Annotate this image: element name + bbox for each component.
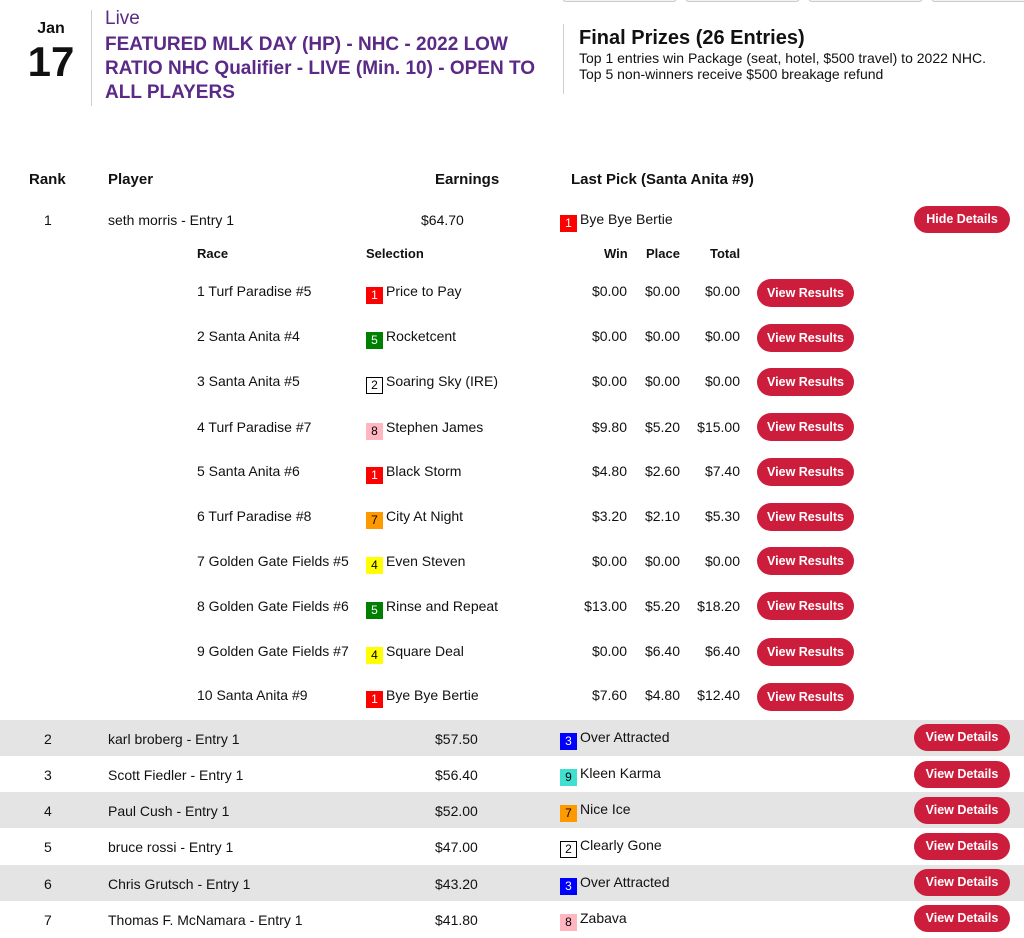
horse-name: Price to Pay xyxy=(386,283,462,299)
rank-cell: 2 xyxy=(44,731,52,747)
player-cell: seth morris - Entry 1 xyxy=(108,212,235,228)
selection-cell xyxy=(366,373,498,394)
race-cell: 6 Turf Paradise #8 xyxy=(197,508,312,524)
detail-row xyxy=(0,450,1024,495)
place-cell: $4.80 xyxy=(644,687,680,703)
program-number-badge: 4 xyxy=(366,647,383,664)
win-cell: $3.20 xyxy=(591,508,627,524)
view-results-button[interactable]: View Results xyxy=(757,324,854,352)
horse-name: Over Attracted xyxy=(580,729,670,745)
program-number-badge: 7 xyxy=(366,512,383,529)
program-number-badge: 1 xyxy=(560,215,577,232)
place-cell: $0.00 xyxy=(644,553,680,569)
header-rank: Rank xyxy=(29,171,66,188)
race-cell: 7 Golden Gate Fields #5 xyxy=(197,553,349,569)
last-pick-cell xyxy=(560,729,669,750)
selection-cell xyxy=(366,328,456,349)
detail-row xyxy=(0,540,1024,585)
horse-name: Rocketcent xyxy=(386,328,457,344)
rank-cell: 4 xyxy=(44,803,52,819)
win-cell: $9.80 xyxy=(591,419,627,435)
earnings-cell: $41.80 xyxy=(435,912,478,928)
selection-cell xyxy=(366,419,483,440)
earnings-cell: $64.70 xyxy=(421,212,464,228)
last-pick-cell xyxy=(560,874,669,895)
earnings-cell: $56.40 xyxy=(435,767,478,783)
detail-row xyxy=(0,315,1024,360)
date-divider xyxy=(91,10,92,106)
win-cell: $7.60 xyxy=(591,687,627,703)
win-cell: $0.00 xyxy=(591,643,627,659)
win-cell: $0.00 xyxy=(591,283,627,299)
total-cell: $7.40 xyxy=(704,463,740,479)
earnings-cell: $47.00 xyxy=(435,839,478,855)
program-number-badge: 4 xyxy=(366,557,383,574)
total-cell: $0.00 xyxy=(704,373,740,389)
last-pick-cell xyxy=(560,801,631,822)
detail-header-place: Place xyxy=(646,246,680,261)
program-number-badge: 5 xyxy=(366,602,383,619)
player-cell: bruce rossi - Entry 1 xyxy=(108,839,234,855)
total-cell: $12.40 xyxy=(697,687,740,703)
header-player: Player xyxy=(108,171,154,188)
prizes-line-2: Top 5 non-winners receive $500 breakage refund xyxy=(579,66,884,82)
header-earnings: Earnings xyxy=(435,171,500,188)
detail-header-total: Total xyxy=(710,246,741,261)
player-cell: Paul Cush - Entry 1 xyxy=(108,803,230,819)
total-cell: $0.00 xyxy=(704,328,740,344)
event-date xyxy=(20,20,82,84)
top-tab[interactable] xyxy=(808,0,923,2)
race-cell: 8 Golden Gate Fields #6 xyxy=(197,598,349,614)
rank-cell: 3 xyxy=(44,767,52,783)
horse-name: Stephen James xyxy=(386,419,484,435)
race-cell: 3 Santa Anita #5 xyxy=(197,373,300,389)
last-pick-cell xyxy=(560,910,627,931)
top-tab[interactable] xyxy=(685,0,800,2)
prizes-panel xyxy=(579,27,1019,82)
horse-name: Nice Ice xyxy=(580,801,631,817)
view-details-button[interactable]: View Details xyxy=(914,833,1010,860)
view-details-button[interactable]: View Details xyxy=(914,905,1010,932)
program-number-badge: 5 xyxy=(366,332,383,349)
detail-header-selection: Selection xyxy=(366,246,424,261)
last-pick-cell xyxy=(560,211,673,232)
view-results-button[interactable]: View Results xyxy=(757,279,854,307)
event-info xyxy=(105,8,560,105)
detail-row xyxy=(0,360,1024,405)
program-number-badge: 8 xyxy=(560,914,577,931)
race-cell: 9 Golden Gate Fields #7 xyxy=(197,643,349,659)
program-number-badge: 3 xyxy=(560,733,577,750)
horse-name: Even Steven xyxy=(386,553,466,569)
prizes-line-1: Top 1 entries win Package (seat, hotel, $500 travel) to 2022 NHC. xyxy=(579,50,986,66)
total-cell: $15.00 xyxy=(697,419,740,435)
race-cell: 2 Santa Anita #4 xyxy=(197,328,300,344)
rank-cell: 7 xyxy=(44,912,52,928)
place-cell: $6.40 xyxy=(644,643,680,659)
view-results-button[interactable]: View Results xyxy=(757,368,854,396)
view-results-button[interactable]: View Results xyxy=(757,503,854,531)
view-results-button[interactable]: View Results xyxy=(757,683,854,711)
place-cell: $5.20 xyxy=(644,419,680,435)
player-cell: karl broberg - Entry 1 xyxy=(108,731,240,747)
selection-cell xyxy=(366,643,464,664)
event-month: Jan xyxy=(37,20,65,37)
win-cell: $0.00 xyxy=(591,553,627,569)
detail-header-win: Win xyxy=(604,246,628,261)
total-cell: $6.40 xyxy=(704,643,740,659)
view-details-button[interactable]: View Details xyxy=(914,761,1010,788)
horse-name: Rinse and Repeat xyxy=(386,598,499,614)
prize-divider xyxy=(563,24,564,94)
horse-name: Soaring Sky (IRE) xyxy=(386,373,499,389)
program-number-badge: 7 xyxy=(560,805,577,822)
selection-cell xyxy=(366,687,479,708)
detail-header-race: Race xyxy=(197,246,229,261)
last-pick-cell xyxy=(560,837,662,858)
rank-cell: 6 xyxy=(44,876,52,892)
leaderboard-row xyxy=(0,828,1024,864)
race-cell: 4 Turf Paradise #7 xyxy=(197,419,312,435)
program-number-badge: 9 xyxy=(560,769,577,786)
program-number-badge: 1 xyxy=(366,467,383,484)
horse-name: Square Deal xyxy=(386,643,464,659)
rank-cell: 5 xyxy=(44,839,52,855)
leaderboard-row xyxy=(0,756,1024,792)
place-cell: $0.00 xyxy=(644,328,680,344)
program-number-badge: 3 xyxy=(560,878,577,895)
place-cell: $0.00 xyxy=(644,373,680,389)
view-results-button[interactable]: View Results xyxy=(757,547,854,575)
detail-row xyxy=(0,495,1024,540)
event-day: 17 xyxy=(27,38,75,85)
win-cell: $0.00 xyxy=(591,328,627,344)
win-cell: $4.80 xyxy=(591,463,627,479)
earnings-cell: $52.00 xyxy=(435,803,478,819)
horse-name: Zabava xyxy=(580,910,627,926)
top-tab[interactable] xyxy=(931,0,1024,2)
selection-cell xyxy=(366,463,461,484)
detail-row xyxy=(0,585,1024,630)
detail-row xyxy=(0,674,1024,719)
earnings-cell: $43.20 xyxy=(435,876,478,892)
horse-name: Over Attracted xyxy=(580,874,670,890)
program-number-badge: 8 xyxy=(366,423,383,440)
detail-row xyxy=(0,406,1024,451)
program-number-badge: 1 xyxy=(366,691,383,708)
last-pick-cell xyxy=(560,765,661,786)
leaderboard-row xyxy=(0,720,1024,756)
horse-name: City At Night xyxy=(386,508,464,524)
race-cell: 10 Santa Anita #9 xyxy=(197,687,308,703)
prizes-heading: Final Prizes (26 Entries) xyxy=(579,27,805,49)
win-cell: $0.00 xyxy=(591,373,627,389)
earnings-cell: $57.50 xyxy=(435,731,478,747)
event-title: FEATURED MLK DAY (HP) - NHC - 2022 LOW RATIO NHC Qualifier - LIVE (Min. 10) - OPEN TO ALL PLAYERS xyxy=(105,34,535,103)
horse-name: Kleen Karma xyxy=(580,765,661,781)
horse-name: Bye Bye Bertie xyxy=(386,687,479,703)
total-cell: $18.20 xyxy=(697,598,740,614)
player-cell: Chris Grutsch - Entry 1 xyxy=(108,876,251,892)
player-cell: Scott Fiedler - Entry 1 xyxy=(108,767,244,783)
leaderboard-row xyxy=(0,865,1024,901)
leaderboard-row xyxy=(0,792,1024,828)
program-number-badge: 2 xyxy=(366,377,383,394)
horse-name: Clearly Gone xyxy=(580,837,662,853)
leaderboard-row xyxy=(0,204,1024,234)
selection-cell xyxy=(366,508,463,529)
program-number-badge: 1 xyxy=(366,287,383,304)
detail-row xyxy=(0,270,1024,315)
win-cell: $13.00 xyxy=(584,598,627,614)
total-cell: $0.00 xyxy=(704,283,740,299)
player-cell: Thomas F. McNamara - Entry 1 xyxy=(108,912,303,928)
leaderboard-row xyxy=(0,901,1024,937)
total-cell: $0.00 xyxy=(704,553,740,569)
horse-name: Bye Bye Bertie xyxy=(580,211,673,227)
view-details-button[interactable]: View Details xyxy=(914,724,1010,751)
header-last-pick: Last Pick (Santa Anita #9) xyxy=(571,171,754,188)
view-results-button[interactable]: View Results xyxy=(757,458,854,486)
detail-row xyxy=(0,630,1024,675)
place-cell: $5.20 xyxy=(644,598,680,614)
selection-cell xyxy=(366,598,498,619)
view-details-button[interactable]: View Details xyxy=(914,797,1010,824)
hide-details-button[interactable]: Hide Details xyxy=(914,206,1010,233)
view-results-button[interactable]: View Results xyxy=(757,638,854,666)
rank-cell: 1 xyxy=(44,212,52,228)
view-details-button[interactable]: View Details xyxy=(914,869,1010,896)
horse-name: Black Storm xyxy=(386,463,462,479)
race-cell: 5 Santa Anita #6 xyxy=(197,463,300,479)
view-results-button[interactable]: View Results xyxy=(757,592,854,620)
program-number-badge: 2 xyxy=(560,841,577,858)
place-cell: $2.60 xyxy=(644,463,680,479)
view-results-button[interactable]: View Results xyxy=(757,413,854,441)
selection-cell xyxy=(366,283,461,304)
race-cell: 1 Turf Paradise #5 xyxy=(197,283,312,299)
top-nav-tabs xyxy=(562,0,1024,2)
selection-cell xyxy=(366,553,465,574)
event-status: Live xyxy=(105,8,140,29)
place-cell: $2.10 xyxy=(644,508,680,524)
total-cell: $5.30 xyxy=(704,508,740,524)
place-cell: $0.00 xyxy=(644,283,680,299)
top-tab[interactable] xyxy=(562,0,677,2)
